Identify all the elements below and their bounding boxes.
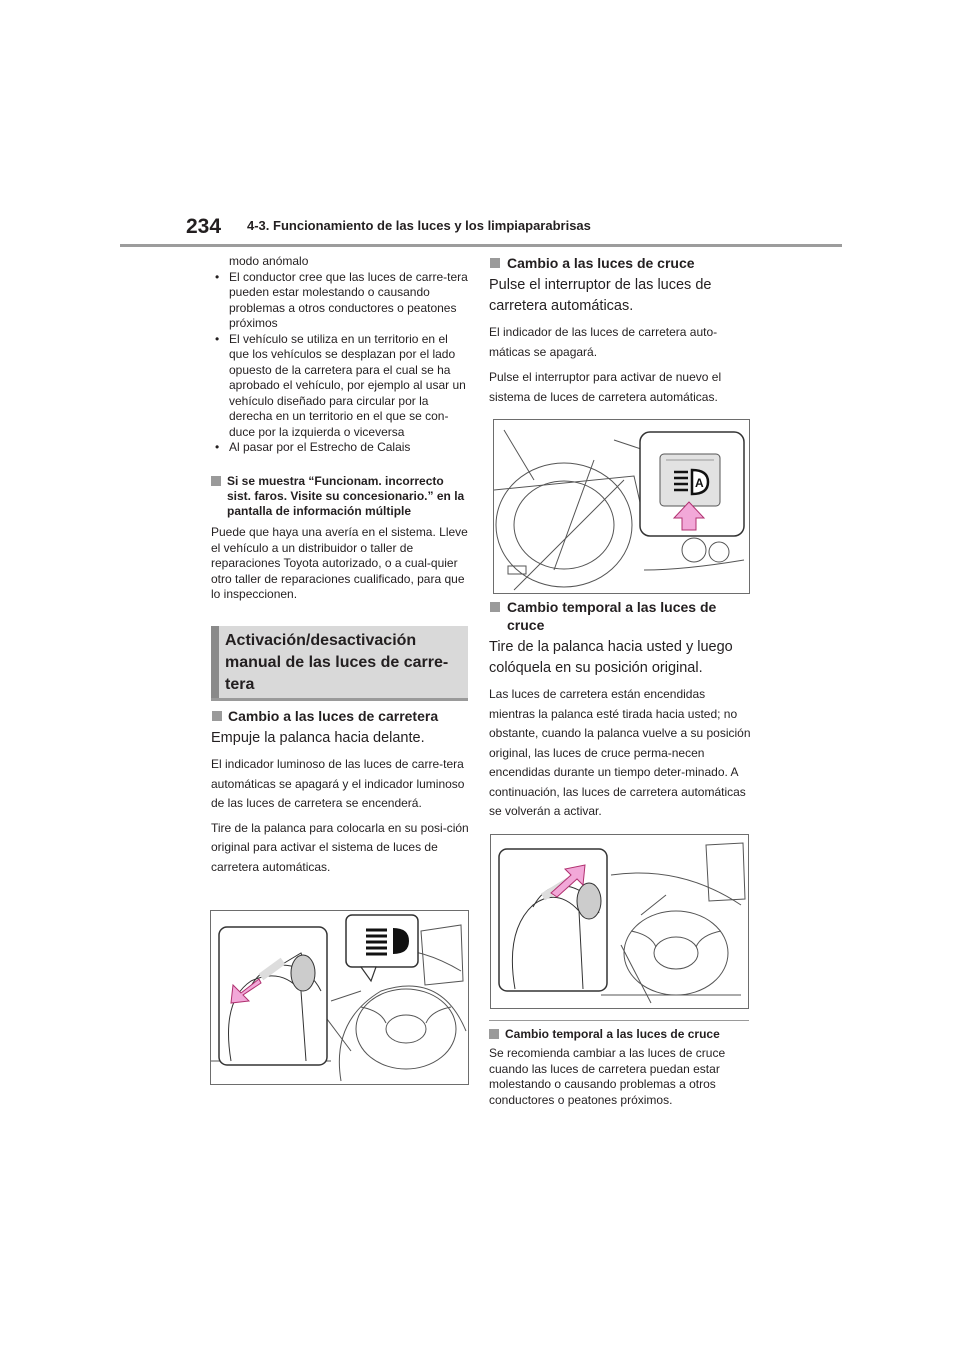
warning-body: Puede que haya una avería en el sistema. Lleve el vehículo a un distribuidor o taller de reparaciones Toyota autorizado, o a cual-quier otro taller de reparaciones cualificado, para que lo inspeccionen.	[211, 525, 468, 601]
figure-auto-switch	[493, 419, 750, 594]
temp-low-beam-heading: Cambio temporal a las luces de cruce	[489, 598, 751, 634]
note-body: Se recomienda cambiar a las luces de cruce cuando las luces de carretera puedan estar molestando o causando problemas a otros conductores o peatones próximos.	[489, 1046, 726, 1107]
temp-low-beam-body: Las luces de carretera están encendidas mientras la palanca esté tirada hacia usted; no obstante, cuando la palanca vuelve a su posición original, las luces de cruce perma-necen encendidas durante un tiempo deter-minado. A continuación, las luces de carretera automáticas se volverán a activar.	[489, 687, 751, 818]
list-item: • El conductor cree que las luces de carre-tera pueden estar molestando o causando problemas a otros conductores o peatones próximos	[215, 269, 468, 330]
note-block	[489, 1027, 751, 1108]
page-number: 234	[186, 215, 222, 238]
list-item: • El vehículo se utiliza en un territorio en el que los vehículos se desplazan por el lado opuesto de la carretera para el cual se ha aprobado el vehículo, por ejemplo al usar un vehículo diseñado para circular por la derecha en un territorio en el que se con-duce por la izquierda o viceversa	[215, 331, 466, 439]
warning-heading: Si se muestra “Funcionam. incorrecto sist. faros. Visite su concesionario.” en la pantalla de información múltiple	[211, 474, 469, 519]
left-column	[213, 254, 469, 456]
high-beam-lead: Empuje la palanca hacia delante.	[211, 730, 425, 746]
header-title: 4-3. Funcionamiento de las luces y los limpiaparabrisas	[247, 218, 591, 233]
warning-block	[211, 474, 469, 603]
square-bullet-icon	[490, 258, 500, 268]
list-item-text: El vehículo se utiliza en un territorio en el que los vehículos se desplazan por el lado opuesto de la carretera para el cual se ha aprobado el vehículo, por ejemplo al usar un vehículo diseñado para circular por la derecha en un territorio en el que se con-duce por la izquierda o viceversa	[229, 331, 466, 439]
section-heading-box	[211, 626, 468, 701]
figure-lever-forward	[210, 910, 469, 1085]
continuation-text: modo anómalo	[229, 254, 309, 268]
low-beam-body-1: El indicador de las luces de carretera auto-máticas se apagará.	[489, 325, 718, 359]
high-beam-body-2: Tire de la palanca para colocarla en su posi-ción original para activar el sistema de luces de carretera automáticas.	[211, 820, 469, 874]
section-bar	[211, 626, 219, 698]
figure-lever-pulled	[490, 834, 749, 1009]
square-bullet-icon	[212, 711, 222, 721]
square-bullet-icon	[489, 1029, 499, 1039]
low-beam-heading: Cambio a las luces de cruce	[489, 254, 751, 272]
lever-forward-illustration	[211, 911, 468, 1084]
svg-text:A: A	[695, 476, 704, 490]
high-beam-block	[211, 707, 469, 877]
auto-switch-illustration	[494, 420, 749, 593]
list-item-text: Al pasar por el Estrecho de Calais	[229, 440, 411, 454]
temp-low-beam-block	[489, 598, 751, 822]
square-bullet-icon	[211, 476, 221, 486]
header-rule	[120, 244, 842, 247]
temp-low-beam-lead: Tire de la palanca hacia usted y luego colóquela en su posición original.	[489, 639, 733, 676]
note-heading: Cambio temporal a las luces de cruce	[489, 1027, 751, 1042]
note-rule	[489, 1020, 749, 1021]
section-title: Activación/desactivación manual de las luces de carre-tera	[225, 632, 449, 693]
low-beam-lead: Pulse el interruptor de las luces de carretera automáticas.	[489, 277, 712, 314]
high-beam-body-1: El indicador luminoso de las luces de carre-tera automáticas se apagará y el indicador luminoso de las luces de carretera se encenderá.	[211, 757, 465, 810]
high-beam-heading: Cambio a las luces de carretera	[211, 707, 469, 725]
square-bullet-icon	[490, 602, 500, 612]
lever-pulled-illustration	[491, 835, 748, 1008]
list-item-text: El conductor cree que las luces de carre-tera pueden estar molestando o causando problemas a otros conductores o peatones próximos	[229, 269, 468, 330]
low-beam-block	[489, 254, 751, 407]
list-item: • Al pasar por el Estrecho de Calais	[215, 440, 411, 454]
low-beam-body-2: Pulse el interruptor para activar de nuevo el sistema de luces de carretera automáticas.	[489, 370, 722, 404]
